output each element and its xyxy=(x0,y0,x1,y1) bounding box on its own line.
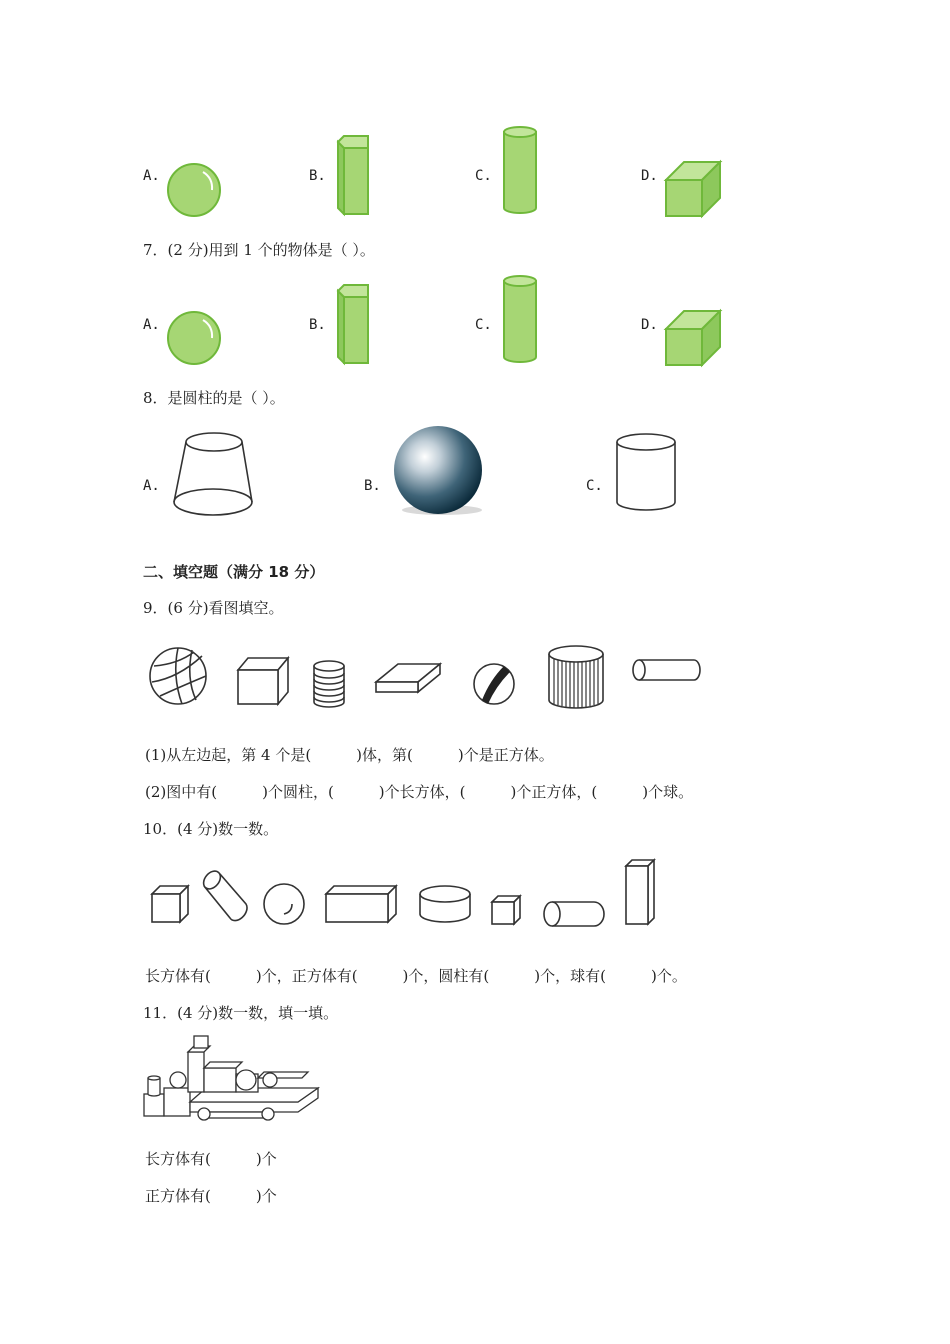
volleyball-icon xyxy=(148,646,210,708)
block-vehicle-figure xyxy=(142,1034,324,1124)
cylinder-icon xyxy=(502,273,538,365)
q9-sub1: (1)从左边起，第 4 个是( )体，第( )个是正方体。 xyxy=(145,746,554,764)
q6-option-d-label: D. xyxy=(641,168,658,184)
q9-sub2: (2)图中有( )个圆柱，( )个长方体，( )个正方体，( )个球。 xyxy=(145,783,694,801)
q7-option-a-label: A. xyxy=(143,317,160,333)
q9-text: 9．(6 分)看图填空。 xyxy=(143,599,284,617)
coin-stack-icon xyxy=(312,660,346,710)
sphere-icon xyxy=(165,310,225,368)
cube-icon xyxy=(664,160,724,220)
cylinder-icon xyxy=(502,124,538,216)
cube-icon xyxy=(664,309,724,369)
short-cylinder-icon xyxy=(418,884,472,926)
q7-option-b-label: B. xyxy=(309,317,326,333)
drum-icon xyxy=(546,644,606,712)
q6-option-a-label: A. xyxy=(143,168,160,184)
flat-box-icon xyxy=(374,662,444,696)
sphere-icon xyxy=(165,162,225,220)
q8-option-c-label: C. xyxy=(586,478,603,494)
q6-option-c-label: C. xyxy=(475,168,492,184)
q11-text: 11．(4 分)数一数，填一填。 xyxy=(143,1004,339,1022)
pipe-icon xyxy=(632,658,702,682)
cube-outline-icon xyxy=(150,884,192,926)
cylinder-outline-icon xyxy=(614,432,680,514)
q10-text: 10．(4 分)数一数。 xyxy=(143,820,279,838)
lying-cylinder-icon xyxy=(542,900,606,928)
beach-ball-icon xyxy=(472,662,518,708)
q10-answer: 长方体有( )个，正方体有( )个，圆柱有( )个，球有( )个。 xyxy=(145,967,687,985)
q11-line2: 正方体有( )个 xyxy=(145,1187,277,1205)
tall-cuboid-icon xyxy=(622,858,658,928)
small-cube-icon xyxy=(490,894,524,928)
cube-outline-icon xyxy=(234,656,292,706)
q8-option-a-label: A. xyxy=(143,478,160,494)
section-heading: 二、填空题（满分 18 分） xyxy=(143,563,325,581)
q7-text: 7．(2 分)用到 1 个的物体是（ ）。 xyxy=(143,241,375,259)
tilted-cylinder-icon xyxy=(198,870,252,926)
sphere-outline-icon xyxy=(262,882,308,928)
cuboid-icon xyxy=(336,285,372,369)
q11-line1: 长方体有( )个 xyxy=(145,1150,277,1168)
cuboid-icon xyxy=(336,136,372,220)
q7-option-c-label: C. xyxy=(475,317,492,333)
q8-option-b-label: B. xyxy=(364,478,381,494)
q7-option-d-label: D. xyxy=(641,317,658,333)
cuboid-outline-icon xyxy=(324,884,400,926)
q8-text: 8．是圆柱的是（ ）。 xyxy=(143,389,285,407)
frustum-icon xyxy=(172,430,256,518)
q6-option-b-label: B. xyxy=(309,168,326,184)
ball-icon xyxy=(392,424,488,516)
